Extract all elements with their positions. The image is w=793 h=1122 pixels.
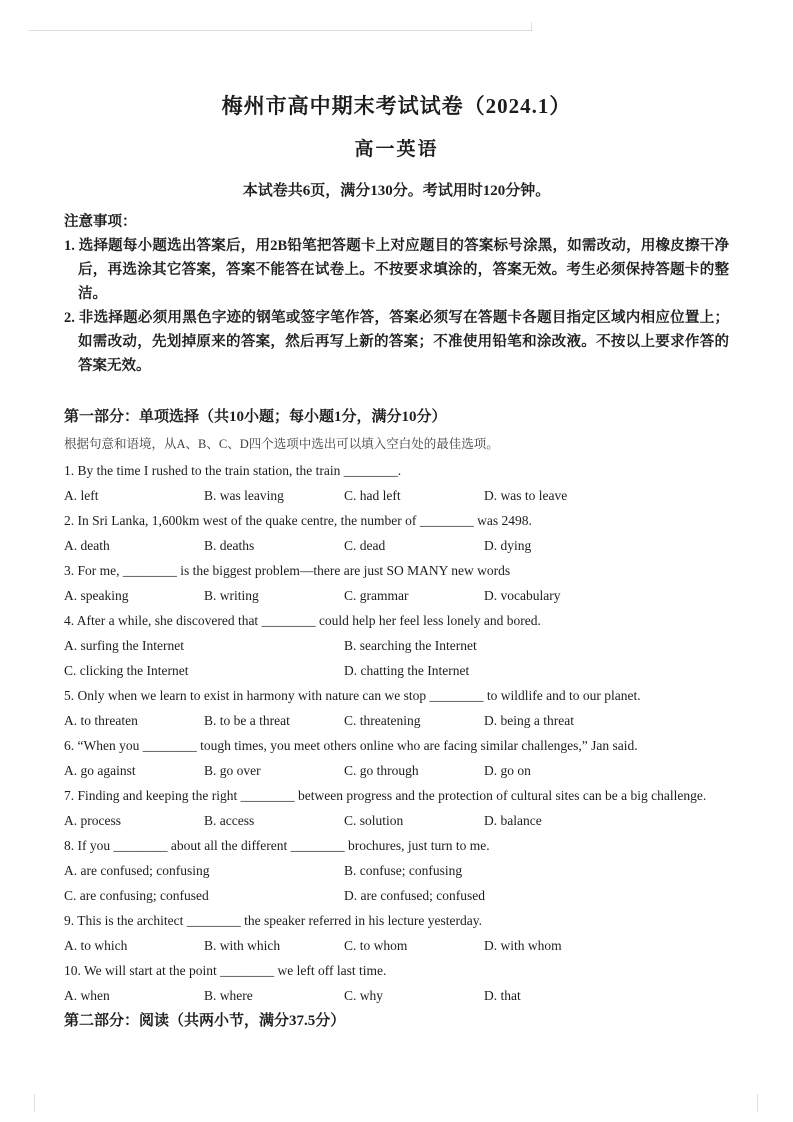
option-a: A. left [64, 488, 99, 503]
option-d: D. are confused; confused [344, 888, 485, 903]
option-d: D. go on [484, 763, 531, 778]
option-c: C. threatening [344, 713, 421, 728]
option-a: A. surfing the Internet [64, 638, 184, 653]
question-options [64, 708, 729, 733]
option-d: D. dying [484, 538, 532, 553]
option-c: C. solution [344, 813, 404, 828]
question-options [64, 808, 729, 833]
question-stem: 2. In Sri Lanka, 1,600km west of the quake centre, the number of ________ was 2498. [64, 513, 532, 528]
option-c: C. dead [344, 538, 386, 553]
option-a: A. speaking [64, 588, 129, 603]
section1-heading: 第一部分：单项选择（共10小题；每小题1分，满分10分） [64, 409, 447, 425]
question-stem: 10. We will start at the point ________ we left off last time. [64, 963, 387, 978]
option-d: D. was to leave [484, 488, 568, 503]
option-d: D. with whom [484, 938, 562, 953]
option-b: B. where [204, 988, 253, 1003]
question-options [64, 533, 729, 558]
question-stem: 8. If you ________ about all the different ________ brochures, just turn to me. [64, 838, 490, 853]
option-a: A. are confused; confusing [64, 863, 210, 878]
question-stem: 3. For me, ________ is the biggest problem—there are just SO MANY new words [64, 563, 511, 578]
option-b: B. access [204, 813, 255, 828]
option-c: C. clicking the Internet [64, 663, 189, 678]
option-b: B. with which [204, 938, 281, 953]
option-c: C. grammar [344, 588, 409, 603]
option-a: A. process [64, 813, 121, 828]
option-b: B. confuse; confusing [344, 863, 463, 878]
option-c: C. why [344, 988, 384, 1003]
question-3 [64, 558, 729, 608]
question-4 [64, 608, 729, 683]
question-stem: 7. Finding and keeping the right ________ between progress and the protection of cultural sites can be a big challenge. [64, 788, 707, 803]
question-options [64, 858, 729, 883]
question-stem: 5. Only when we learn to exist in harmony with nature can we stop ________ to wildlife and to our planet. [64, 688, 641, 703]
notice-item-1: 1. 选择题每小题选出答案后，用2B铅笔把答题卡上对应题目的答案标号涂黑，如需改动，用橡皮擦干净后，再选涂其它答案，答案不能答在试卷上。不按要求填涂的，答案无效。考生必须保持答题卡的整洁。 [64, 238, 729, 302]
notice-heading: 注意事项： [64, 214, 137, 230]
option-d: D. chatting the Internet [344, 663, 470, 678]
option-d: D. vocabulary [484, 588, 561, 603]
option-d: D. that [484, 988, 521, 1003]
option-a: A. to which [64, 938, 128, 953]
question-10 [64, 958, 729, 1008]
exam-info-line: 本试卷共6页，满分130分。考试用时120分钟。 [242, 183, 551, 199]
notice-item-2: 2. 非选择题必须用黑色字迹的钢笔或签字笔作答，答案必须写在答题卡各题目指定区域内相应位置上；如需改动，先划掉原来的答案，然后再写上新的答案；不准使用铅笔和涂改液。不按以上要求作答的答案无效。 [64, 310, 729, 374]
question-options [64, 983, 729, 1008]
question-options [64, 633, 729, 658]
question-1 [64, 458, 729, 508]
question-stem: 1. By the time I rushed to the train station, the train ________. [64, 463, 402, 478]
option-d: D. being a threat [484, 713, 574, 728]
option-b: B. go over [204, 763, 261, 778]
option-c: C. go through [344, 763, 419, 778]
question-7 [64, 783, 729, 833]
question-9 [64, 908, 729, 958]
option-b: B. deaths [204, 538, 255, 553]
question-5 [64, 683, 729, 733]
option-d: D. balance [484, 813, 542, 828]
question-options [64, 758, 729, 783]
question-8 [64, 833, 729, 908]
question-6 [64, 733, 729, 783]
question-stem: 4. After a while, she discovered that ________ could help her feel less lonely and bored. [64, 613, 541, 628]
question-options [64, 483, 729, 508]
option-c: C. are confusing; confused [64, 888, 209, 903]
section2-heading: 第二部分：阅读（共两小节，满分37.5分） [64, 1013, 346, 1029]
option-c: C. had left [344, 488, 401, 503]
question-options [64, 883, 729, 908]
option-a: A. when [64, 988, 110, 1003]
exam-title: 梅州市高中期末考试试卷（2024.1） [221, 94, 572, 118]
question-options [64, 658, 729, 683]
option-a: A. death [64, 538, 110, 553]
question-stem: 6. “When you ________ tough times, you meet others online who are facing similar challenges,” Jan said. [64, 738, 638, 753]
question-stem: 9. This is the architect ________ the speaker referred in his lecture yesterday. [64, 913, 482, 928]
option-b: B. to be a threat [204, 713, 290, 728]
option-a: A. go against [64, 763, 136, 778]
question-options [64, 583, 729, 608]
option-a: A. to threaten [64, 713, 138, 728]
exam-subject: 高一英语 [354, 139, 439, 160]
option-b: B. searching the Internet [344, 638, 477, 653]
option-b: B. was leaving [204, 488, 284, 503]
option-b: B. writing [204, 588, 259, 603]
option-c: C. to whom [344, 938, 408, 953]
question-2 [64, 508, 729, 558]
question-options [64, 933, 729, 958]
section1-instruction: 根据句意和语境，从A、B、C、D四个选项中选出可以填入空白处的最佳选项。 [64, 437, 499, 451]
